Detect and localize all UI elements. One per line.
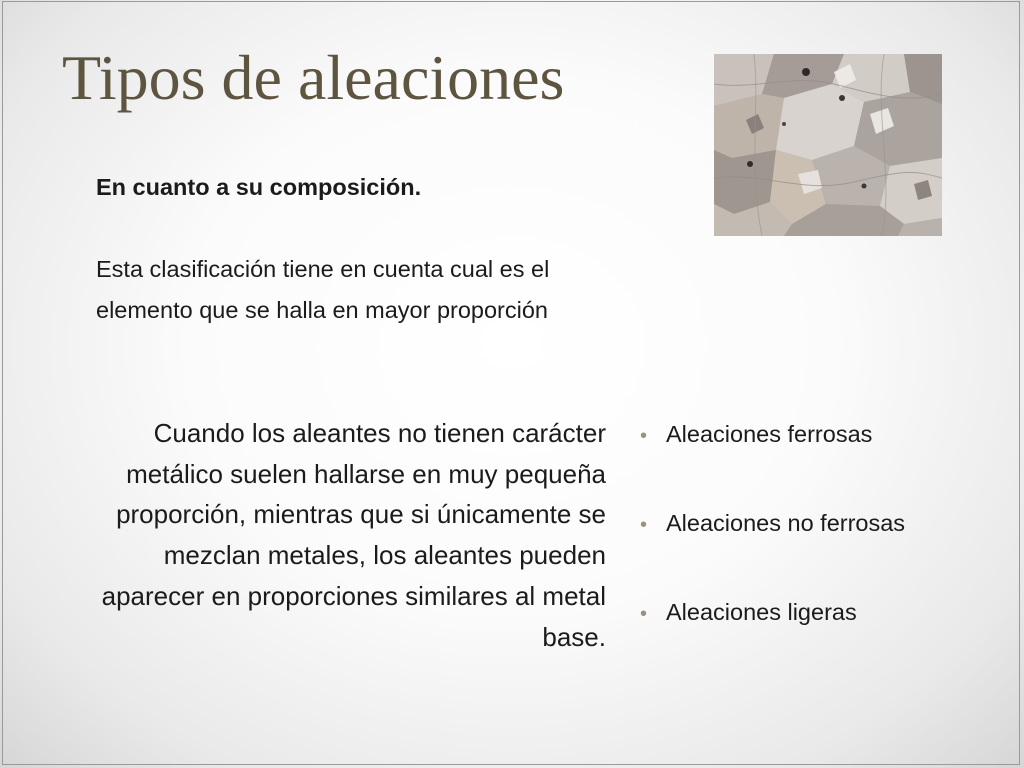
bullet-icon: • bbox=[640, 425, 648, 447]
subheading: En cuanto a su composición. bbox=[96, 174, 422, 200]
alloying-paragraph: Cuando los aleantes no tienen carácter metálico suelen hallarse en muy pequeña proporción, mientras que si únicamente se mezclan metales, los aleantes pueden aparecer en proporciones similares al metal base. bbox=[101, 418, 606, 652]
bullet-icon: • bbox=[640, 603, 648, 625]
list-item-label: Aleaciones ferrosas bbox=[666, 421, 873, 447]
bullet-icon: • bbox=[640, 514, 648, 536]
list-item bbox=[640, 414, 1000, 503]
list-item-label: Aleaciones ligeras bbox=[666, 599, 857, 625]
list-item bbox=[640, 503, 1000, 592]
slide-title: Tipos de aleaciones bbox=[62, 42, 565, 113]
classification-paragraph: Esta clasificación tiene en cuenta cual es el elemento que se halla en mayor proporción bbox=[96, 256, 550, 323]
alloy-microstructure-photo bbox=[714, 54, 942, 236]
list-item-label: Aleaciones no ferrosas bbox=[666, 510, 906, 536]
alloy-types-list bbox=[640, 414, 1000, 681]
list-item bbox=[640, 592, 1000, 681]
